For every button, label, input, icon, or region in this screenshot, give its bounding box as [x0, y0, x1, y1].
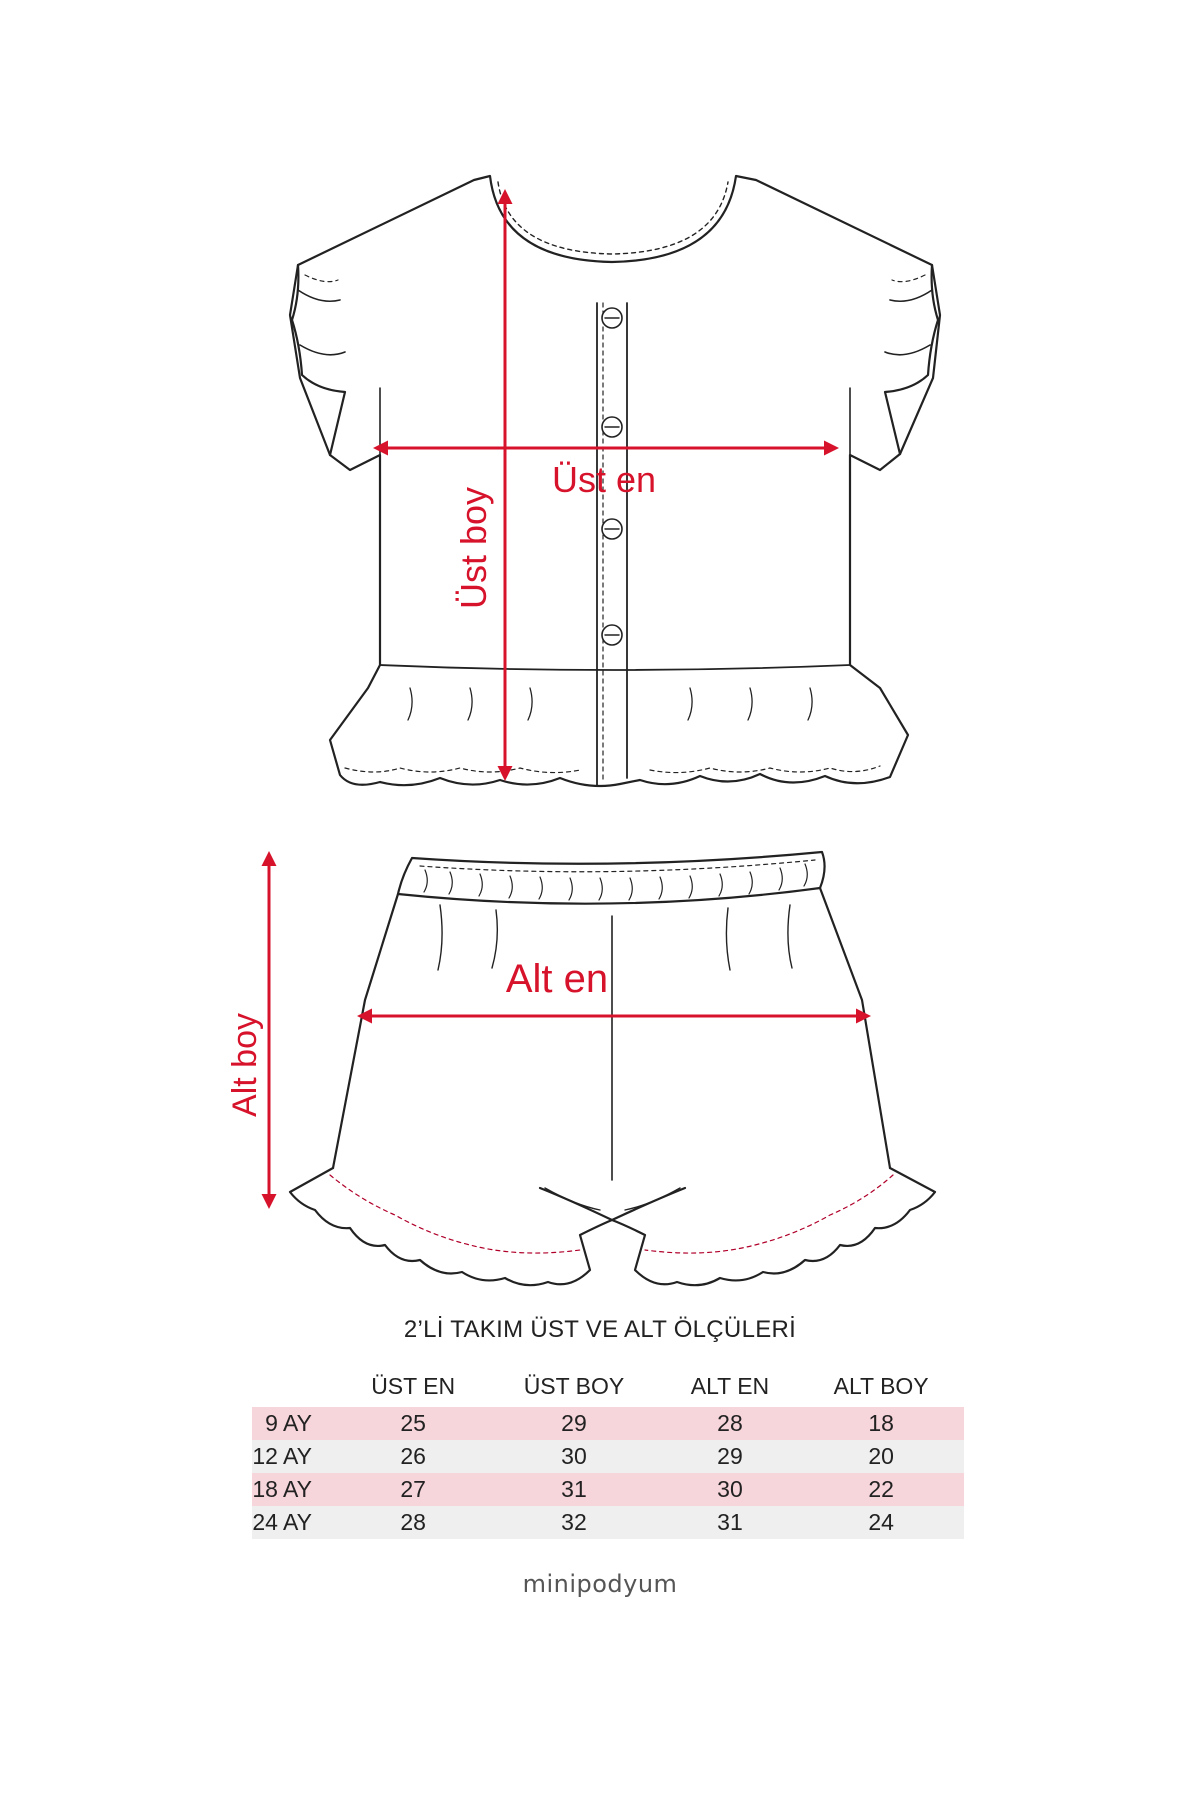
table-row — [252, 1407, 964, 1440]
value-cell: 27 — [340, 1473, 486, 1506]
value-cell: 26 — [340, 1440, 486, 1473]
age-cell: 12 AY — [252, 1440, 340, 1473]
size-table — [252, 1365, 964, 1539]
value-cell: 22 — [798, 1473, 964, 1506]
header-alt-en: ALT EN — [690, 1372, 770, 1399]
value-cell: 25 — [340, 1407, 486, 1440]
size-table-header-row — [252, 1365, 964, 1407]
value-cell: 31 — [486, 1473, 661, 1506]
brand-logo: minipodyum — [522, 1570, 678, 1598]
table-row — [252, 1473, 964, 1506]
header-ust-boy: ÜST BOY — [523, 1372, 625, 1399]
table-row — [252, 1506, 964, 1539]
header-ust-en: ÜST EN — [371, 1372, 456, 1399]
bottom-garment-drawing — [290, 852, 935, 1285]
alt-boy-label: Alt boy — [226, 1013, 264, 1117]
value-cell: 30 — [662, 1473, 799, 1506]
value-cell: 28 — [662, 1407, 799, 1440]
size-table-title: 2’Lİ TAKIM ÜST VE ALT ÖLÇÜLERİ — [403, 1316, 797, 1343]
age-cell: 9 AY — [252, 1407, 340, 1440]
value-cell: 29 — [662, 1440, 799, 1473]
value-cell: 24 — [798, 1506, 964, 1539]
value-cell: 29 — [486, 1407, 661, 1440]
age-cell: 18 AY — [252, 1473, 340, 1506]
value-cell: 28 — [340, 1506, 486, 1539]
value-cell: 20 — [798, 1440, 964, 1473]
table-row — [252, 1440, 964, 1473]
age-cell: 24 AY — [252, 1506, 340, 1539]
alt-en-label: Alt en — [505, 957, 609, 1001]
value-cell: 32 — [486, 1506, 661, 1539]
value-cell: 31 — [662, 1506, 799, 1539]
value-cell: 30 — [486, 1440, 661, 1473]
header-alt-boy: ALT BOY — [833, 1372, 929, 1399]
ust-en-label: Üst en — [551, 459, 657, 500]
ust-boy-label: Üst boy — [453, 486, 494, 610]
value-cell: 18 — [798, 1407, 964, 1440]
header-age — [252, 1365, 340, 1407]
